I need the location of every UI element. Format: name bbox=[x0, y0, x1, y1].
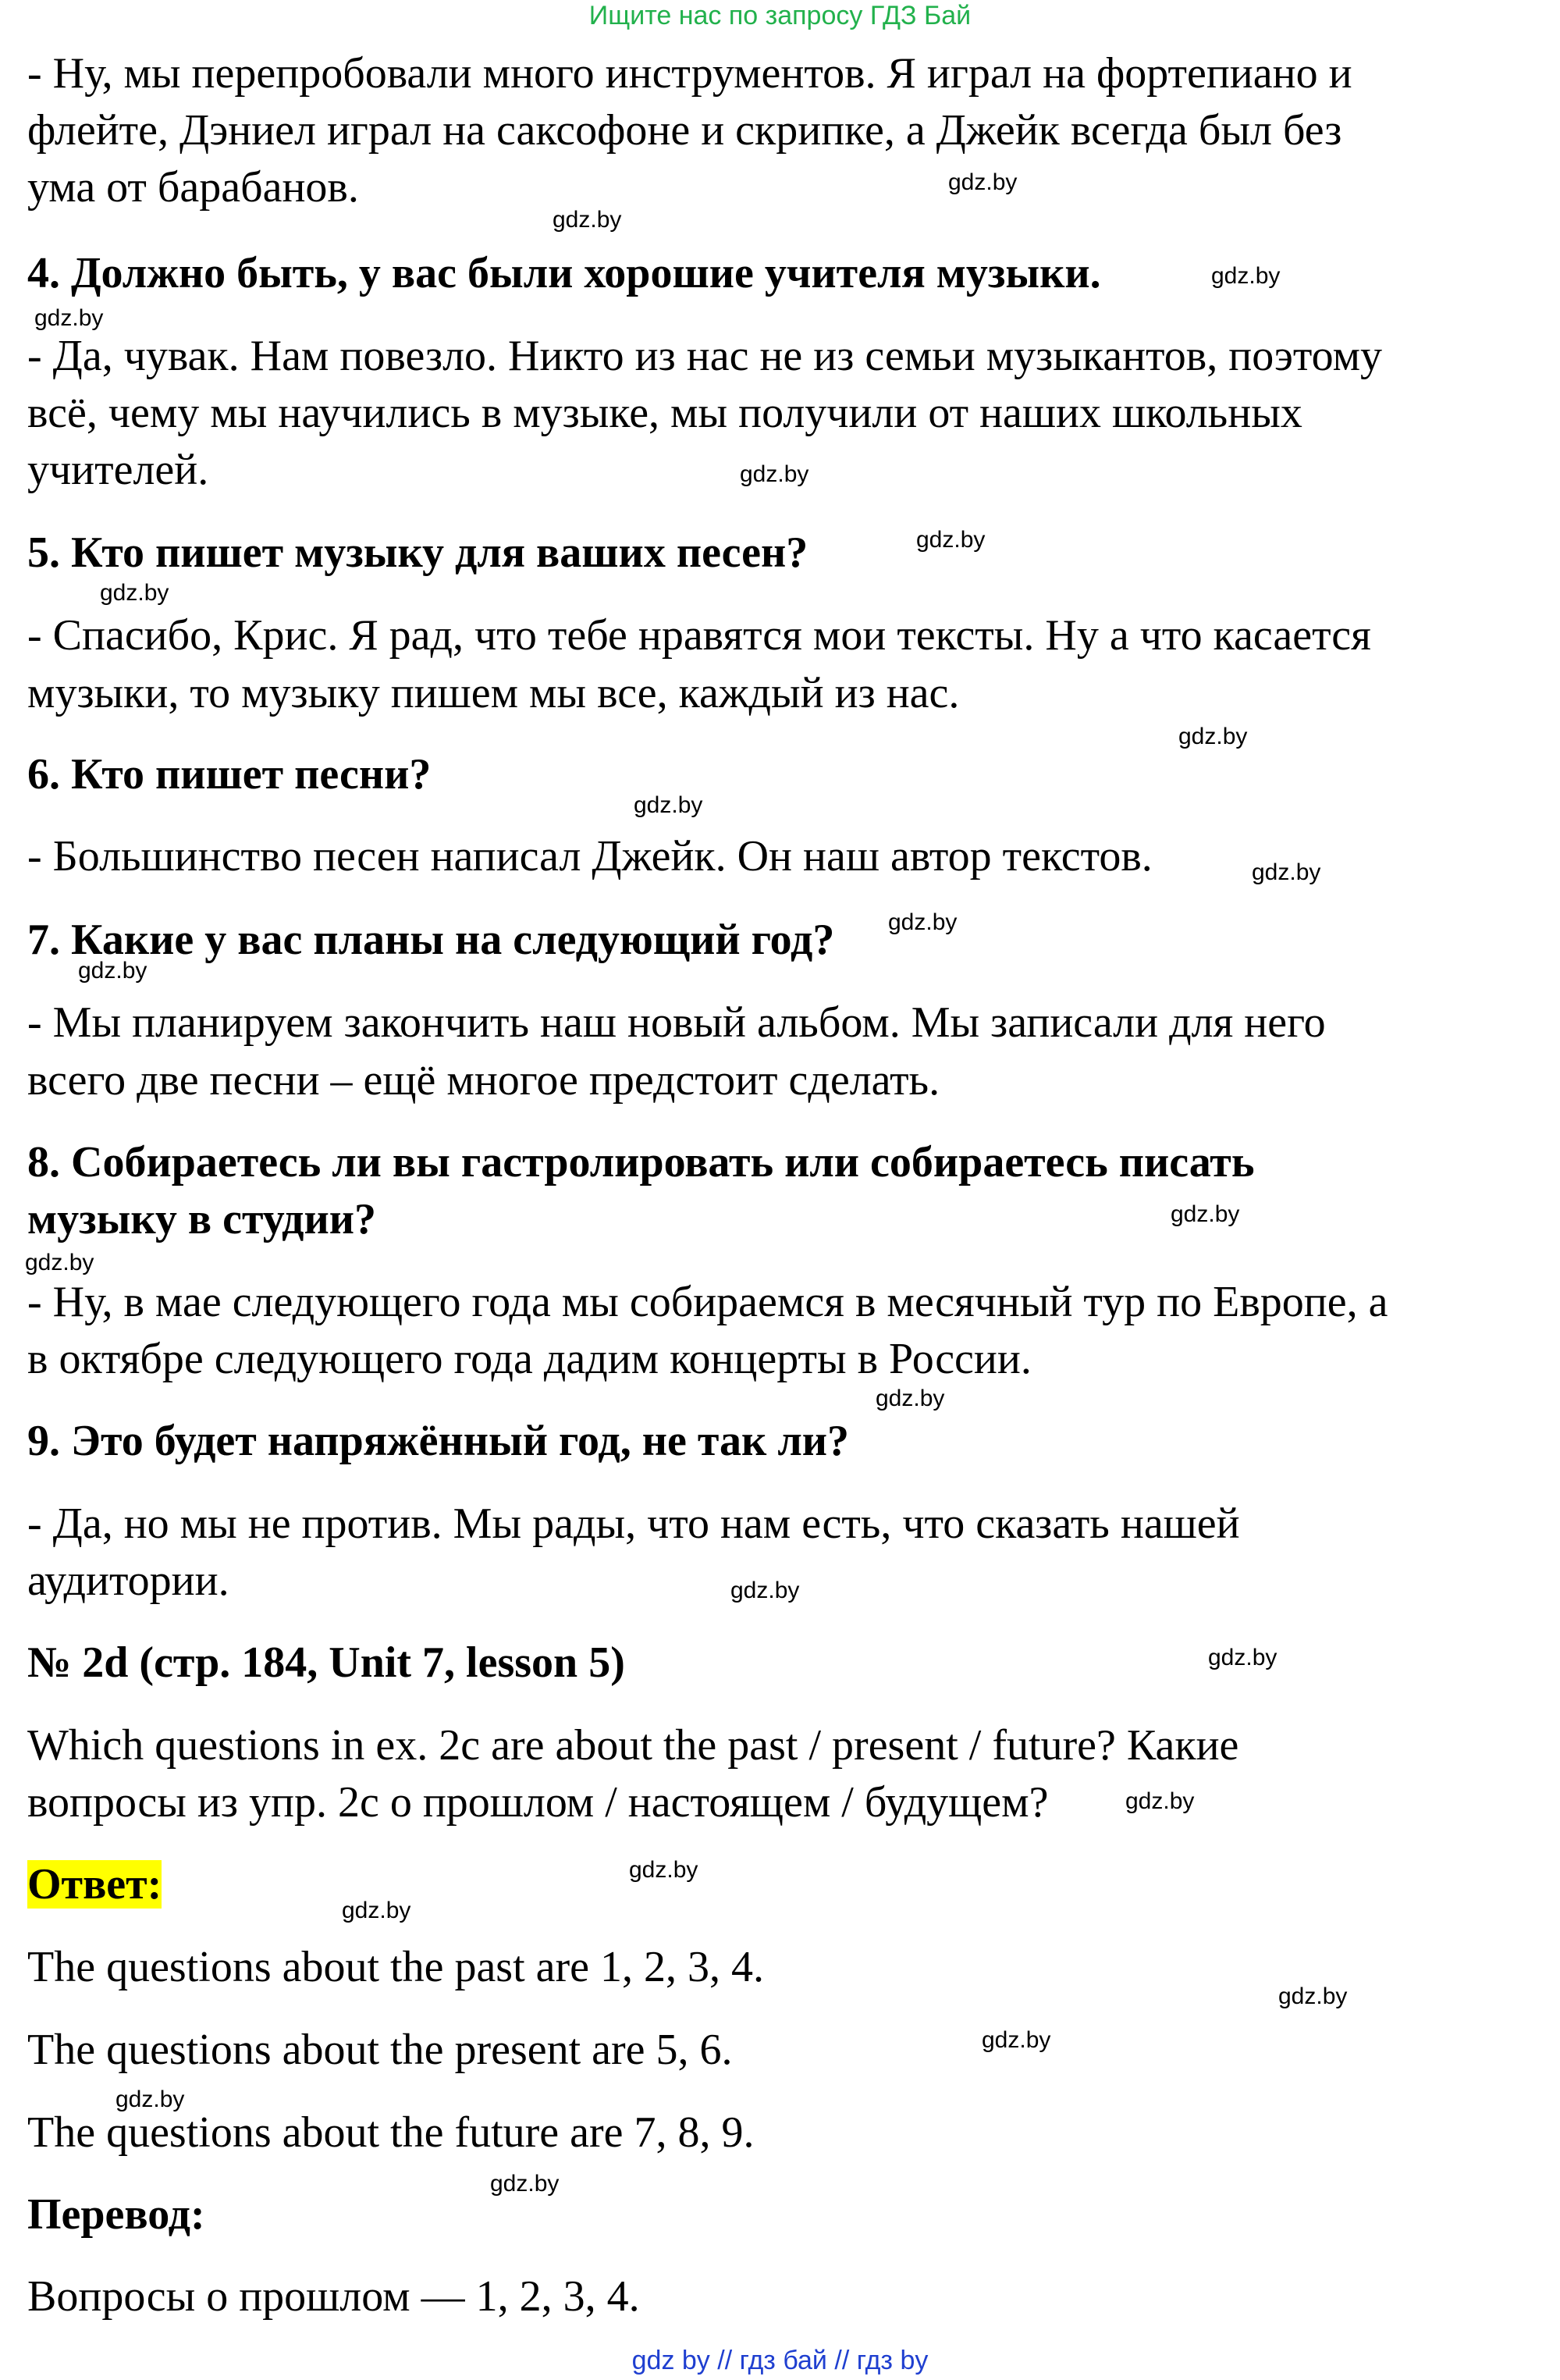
answer-line: The questions about the future are 7, 8, 9. bbox=[27, 2108, 755, 2157]
question-heading: 8. Собираетесь ли вы гастролировать или собираетесь писать bbox=[27, 1138, 1255, 1186]
question-heading: музыку в студии? bbox=[27, 1195, 377, 1243]
watermark: gdz.by bbox=[629, 1857, 698, 1883]
watermark: gdz.by bbox=[1208, 1645, 1277, 1670]
watermark: gdz.by bbox=[876, 1386, 945, 1411]
question-heading: 7. Какие у вас планы на следующий год? bbox=[27, 916, 835, 964]
answer-line: - Да, но мы не против. Мы рады, что нам есть, что сказать нашей bbox=[27, 1500, 1240, 1548]
answer-label bbox=[27, 1856, 162, 1912]
footer-note: gdz by // гдз бай // гдз by bbox=[631, 2346, 929, 2375]
question-heading: 6. Кто пишет песни? bbox=[27, 750, 432, 799]
exercise-heading: № 2d (стр. 184, Unit 7, lesson 5) bbox=[27, 1638, 625, 1687]
answer-line: аудитории. bbox=[27, 1556, 229, 1605]
answer-highlight: Ответ: bbox=[27, 1860, 162, 1909]
watermark: gdz.by bbox=[490, 2171, 560, 2197]
exercise-instruction: вопросы из упр. 2c о прошлом / настоящем / будущем? bbox=[27, 1778, 1049, 1827]
exercise-instruction: Which questions in ex. 2c are about the past / present / future? Какие bbox=[27, 1721, 1239, 1770]
watermark: gdz.by bbox=[115, 2087, 185, 2112]
watermark: gdz.by bbox=[342, 1898, 411, 1923]
watermark: gdz.by bbox=[1278, 1983, 1348, 2009]
watermark: gdz.by bbox=[553, 207, 622, 233]
watermark: gdz.by bbox=[982, 2027, 1051, 2053]
question-heading: 9. Это будет напряжённый год, не так ли? bbox=[27, 1417, 850, 1465]
answer-line: ума от барабанов. bbox=[27, 163, 359, 212]
translation-line: Вопросы о прошлом — 1, 2, 3, 4. bbox=[27, 2272, 640, 2321]
watermark: gdz.by bbox=[730, 1578, 800, 1603]
watermark: gdz.by bbox=[1211, 263, 1281, 289]
answer-line: - Спасибо, Крис. Я рад, что тебе нравятся мои тексты. Ну а что касается bbox=[27, 611, 1371, 660]
watermark: gdz.by bbox=[34, 305, 104, 331]
answer-line: учителей. bbox=[27, 446, 209, 494]
watermark: gdz.by bbox=[634, 792, 703, 818]
answer-line: всё, чему мы научились в музыке, мы получили от наших школьных bbox=[27, 389, 1302, 437]
answer-line: флейте, Дэниел играл на саксофоне и скрипке, а Джейк всегда был без bbox=[27, 106, 1342, 155]
watermark: gdz.by bbox=[740, 461, 809, 487]
watermark: gdz.by bbox=[25, 1250, 94, 1275]
question-heading: 5. Кто пишет музыку для ваших песен? bbox=[27, 528, 808, 577]
top-search-note: Ищите нас по запросу ГДЗ Бай bbox=[588, 1, 972, 30]
watermark: gdz.by bbox=[916, 527, 986, 553]
answer-line: - Ну, в мае следующего года мы собираемся в месячный тур по Европе, а bbox=[27, 1278, 1388, 1326]
question-heading: 4. Должно быть, у вас были хорошие учителя музыки. bbox=[27, 249, 1101, 297]
watermark: gdz.by bbox=[948, 169, 1018, 195]
answer-line: The questions about the present are 5, 6. bbox=[27, 2026, 733, 2074]
watermark: gdz.by bbox=[1125, 1788, 1195, 1814]
answer-line: - Большинство песен написал Джейк. Он наш автор текстов. bbox=[27, 832, 1153, 880]
answer-line: - Ну, мы перепробовали много инструментов. Я играл на фортепиано и bbox=[27, 49, 1352, 98]
watermark: gdz.by bbox=[78, 958, 147, 984]
watermark: gdz.by bbox=[1178, 724, 1248, 749]
watermark: gdz.by bbox=[100, 580, 169, 606]
answer-line: музыки, то музыку пишем мы все, каждый из нас. bbox=[27, 669, 960, 717]
answer-line: - Мы планируем закончить наш новый альбом. Мы записали для него bbox=[27, 998, 1326, 1047]
translation-label: Перевод: bbox=[27, 2190, 205, 2239]
answer-line: - Да, чувак. Нам повезло. Никто из нас не из семьи музыкантов, поэтому bbox=[27, 332, 1383, 380]
watermark: gdz.by bbox=[1252, 859, 1321, 885]
answer-line: в октябре следующего года дадим концерты в России. bbox=[27, 1335, 1032, 1383]
answer-line: всего две песни – ещё многое предстоит сделать. bbox=[27, 1056, 940, 1105]
watermark: gdz.by bbox=[1171, 1201, 1240, 1227]
watermark: gdz.by bbox=[888, 909, 958, 935]
answer-line: The questions about the past are 1, 2, 3, 4. bbox=[27, 1943, 765, 1991]
